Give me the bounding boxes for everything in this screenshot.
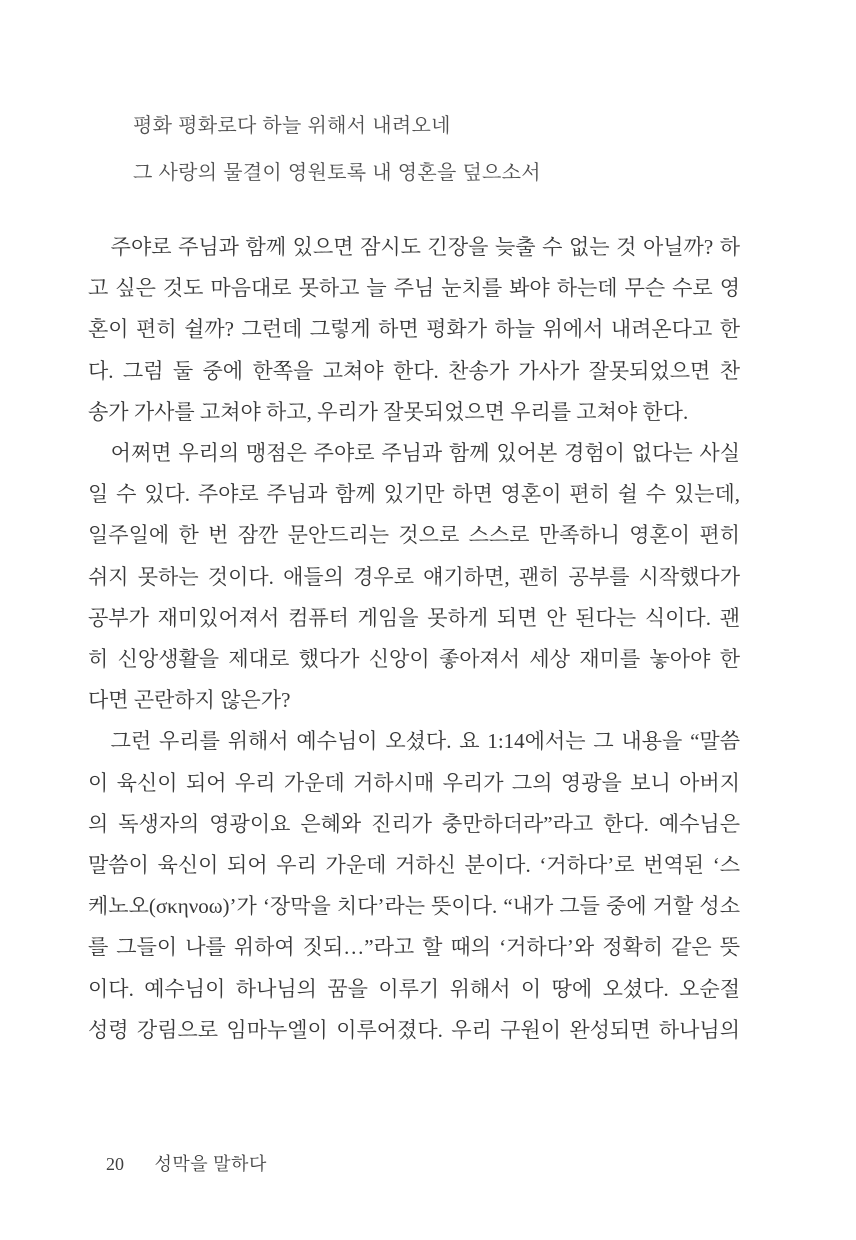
body-line: 고 싶은 것도 마음대로 못하고 늘 주님 눈치를 봐야 하는데 무슨 수로 영 — [88, 276, 740, 301]
body-line: 그런 우리를 위해서 예수님이 오셨다. 요 1:14에서는 그 내용을 “말씀 — [110, 729, 740, 754]
page-footer — [106, 1150, 267, 1176]
hymn-quote — [133, 103, 733, 197]
book-title: 성막을 말하다 — [154, 1154, 267, 1174]
hymn-quote-line: 그 사랑의 물결이 영원토록 내 영혼을 덮으소서 — [133, 162, 541, 184]
body-line: 다면 곤란하지 않은가? — [88, 688, 291, 713]
body-line: 어쩌면 우리의 맹점은 주야로 주님과 함께 있어본 경험이 없다는 사실 — [110, 441, 740, 466]
body-line: 쉬지 못하는 것이다. 애들의 경우로 얘기하면, 괜히 공부를 시작했다가 — [88, 564, 740, 589]
body-line: 일 수 있다. 주야로 주님과 함께 있기만 하면 영혼이 편히 쉴 수 있는데, — [88, 482, 740, 507]
body-line: 이 육신이 되어 우리 가운데 거하시매 우리가 그의 영광을 보니 아버지 — [88, 770, 740, 795]
body-line: 케노오(σκηνοω)’가 ‘장막을 치다’라는 뜻이다. “내가 그들 중에 거할 성소 — [88, 894, 740, 919]
body-text — [88, 227, 740, 1051]
body-line: 히 신앙생활을 제대로 했다가 신앙이 좋아져서 세상 재미를 놓아야 한 — [88, 647, 740, 672]
body-line: 성령 강림으로 임마누엘이 이루어졌다. 우리 구원이 완성되면 하나님의 — [88, 1017, 740, 1042]
body-line: 혼이 편히 쉴까? 그런데 그렇게 하면 평화가 하늘 위에서 내려온다고 한 — [88, 317, 740, 342]
body-line: 공부가 재미있어져서 컴퓨터 게임을 못하게 되면 안 된다는 식이다. 괜 — [88, 605, 740, 630]
body-line: 의 독생자의 영광이요 은혜와 진리가 충만하더라”라고 한다. 예수님은 — [88, 811, 740, 836]
body-line: 주야로 주님과 함께 있으면 잠시도 긴장을 늦출 수 없는 것 아닐까? 하 — [110, 235, 740, 259]
body-line: 일주일에 한 번 잠깐 문안드리는 것으로 스스로 만족하니 영혼이 편히 — [88, 523, 740, 548]
body-line: 말씀이 육신이 되어 우리 가운데 거하신 분이다. ‘거하다’로 번역된 ‘스 — [88, 853, 740, 878]
page-number: 20 — [106, 1154, 124, 1174]
body-line: 이다. 예수님이 하나님의 꿈을 이루기 위해서 이 땅에 오셨다. 오순절 — [88, 976, 740, 1001]
hymn-quote-line: 평화 평화로다 하늘 위해서 내려오네 — [133, 115, 451, 137]
body-line: 송가 가사를 고쳐야 하고, 우리가 잘못되었으면 우리를 고쳐야 한다. — [88, 399, 689, 424]
body-line: 를 그들이 나를 위하여 짓되…”라고 할 때의 ‘거하다’와 정확히 같은 뜻 — [88, 935, 740, 960]
body-line: 다. 그럼 둘 중에 한쪽을 고쳐야 한다. 찬송가 가사가 잘못되었으면 찬 — [88, 358, 740, 383]
